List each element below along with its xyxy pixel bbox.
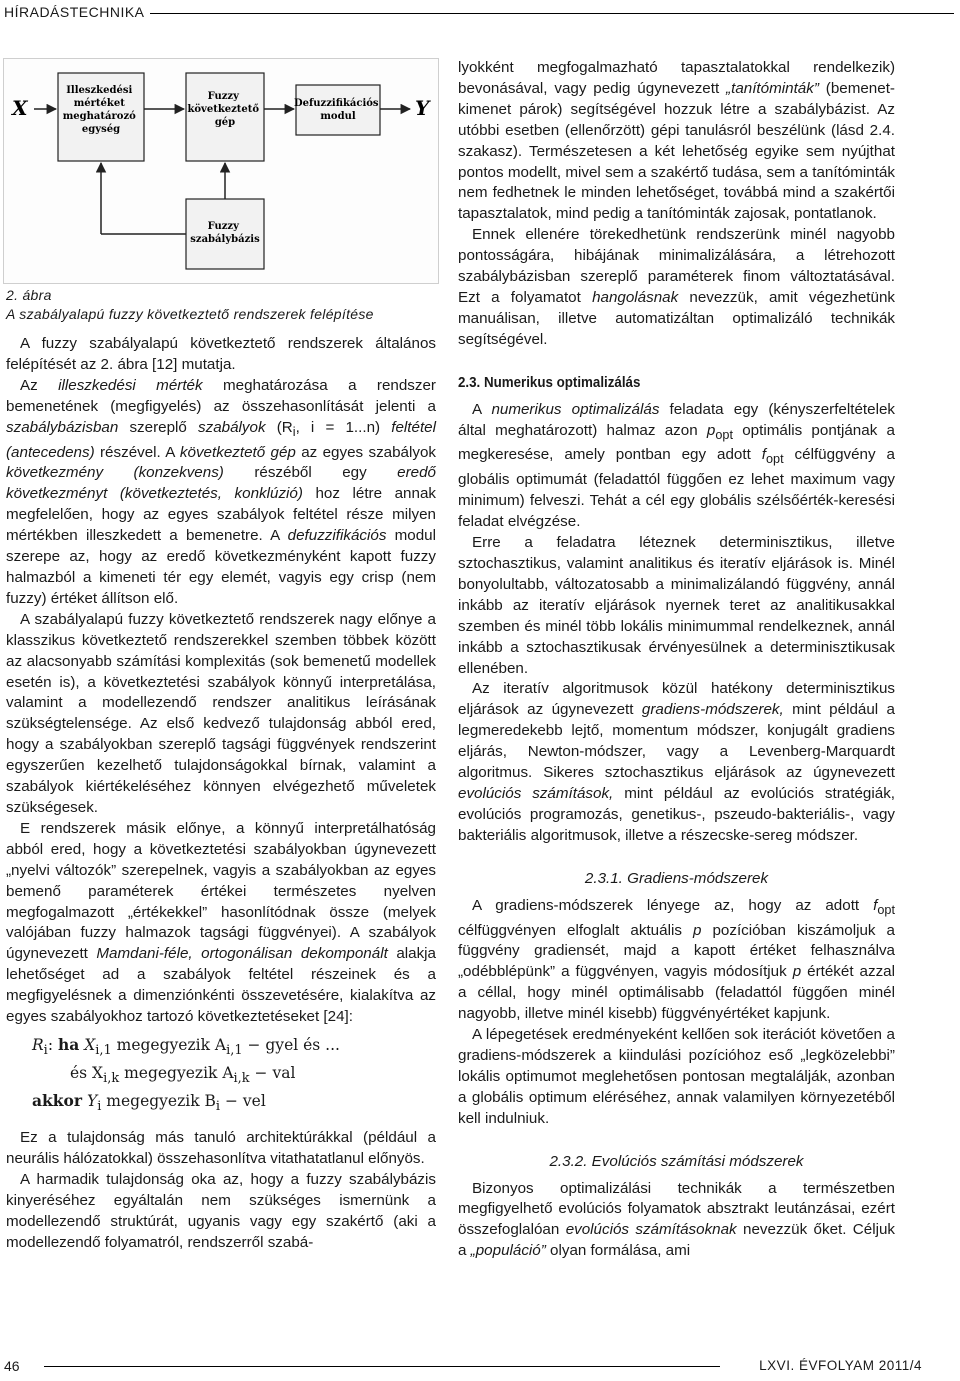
- left-paragraph-4: E rendszerek másik előnye, a könnyű interpretálhatóság abból ered, hogy a következtetési szabályokban úgynevezett „nyelvi változók” szerepelnek, vagyis a szabályokban az egyes bemenő paraméterek értékei természetes nyelven megfogalmazott „értékekkel” hasonlítódnak össze (melyek valójában fuzzy halmazok tagsági függvényei). A szabályok úgynevezett Mamdani-féle, ortogonálisan dekomponált alakja lehetőséget ad a szabályok feltétel részeinek és a megfigyelésnek a dimenziónkénti összevetésére, kialakítva az egyes szabályokhoz tartozó következtetéseket [24]:: [6, 819, 436, 1026]
- fuzzifier-line-3: meghatározó: [62, 111, 136, 122]
- left-column: [6, 334, 436, 1254]
- page-number: 46: [4, 1358, 20, 1374]
- figure-diagram: [3, 58, 439, 284]
- fuzzifier-line-4: egység: [81, 124, 121, 135]
- caption-title: A szabályalapú fuzzy következtető rendszerek felépítése: [6, 306, 374, 322]
- left-paragraph-5: Ez a tulajdonság más tanuló architektúrákkal (például a neurális hálózatokkal) összehasonlítva vitathatatlanul előnyös.: [6, 1129, 436, 1168]
- block-defuzzifier: [293, 85, 380, 135]
- formula-line-2: és $X_{i,k}$ megegyezik $A_{i,k}$ − val: [70, 1064, 296, 1087]
- defuzzifier-line-1: Defuzzifikációs: [293, 98, 379, 109]
- fuzzy-system-diagram: [4, 59, 438, 283]
- right-column: [458, 58, 895, 1262]
- right-paragraph-8: Bizonyos optimalizálási technikák a természetben megfigyelhető evolúciós folyamatok absztrakt leutánzásai, ezért összefoglalóan evolúciós számításoknak nevezzük őket. Céljuk a „populáció” olyan formálása, ami: [458, 1179, 896, 1260]
- inference-line-1: Fuzzy: [207, 91, 239, 102]
- inference-line-2: következtető: [187, 104, 260, 115]
- right-paragraph-1: lyokként megfogalmazható tapasztalatokkal rendelkezik) bevonásával, vagy pedig úgynevezett „tanítóminták” (bemenet-kimenet párok) segítségével hozzuk létre a szabálybázist. Az utóbbi esetben (ellenőrzött) gépi tanulásról beszélünk (lásd 2.4. szakasz). Természetesen a két lehetőség egyike sem nyújthat pontos modellt, mivel sem a szakértő tudása, sem a tanítóminták nem fedhetnek le minden lehetőséget, továbbá mind a szakértői tapasztalatok, mind pedig a tanítóminták zajosak, pontatlanok.: [458, 59, 895, 223]
- header-rule: [150, 13, 954, 14]
- diagram-input-label: X: [12, 96, 28, 120]
- right-paragraph-7: A lépegetések eredményeként kellően sok iterációt követően a gradiens-módszerek a kiindulási pozícióhoz eső „legközelebbi” lokális optimumot meglehetősen pontosan megtalálják, azonban a globális optimum eléréséhez, annak valamilyen környezetéből kell indulniuk.: [458, 1026, 895, 1127]
- running-head: HÍRADÁSTECHNIKA: [4, 4, 145, 20]
- volume-label: LXVI. ÉVFOLYAM 2011/4: [759, 1358, 922, 1373]
- left-paragraph-1: A fuzzy szabályalapú következtető rendszerek általános felépítését az 2. ábra [12] mutatja.: [6, 335, 436, 373]
- section-heading-2-3-2: 2.3.2. Evolúciós számítási módszerek: [549, 1152, 804, 1170]
- right-paragraph-6: A gradiens-módszerek lényege az, hogy az adott $f_{opt}$ célfüggvényen elfoglalt aktuális p pozícióban kiszámoljuk a függvény gradiensét, majd a kapott értéket felhasználva „odébblépünk” a függvényen, vagyis módosítjuk p értékét azzal a céllal, hogy minél optimálisabb (feladattól függően minél nagyobb, illetve minél kisebb) függvényértéket kapjunk.: [458, 896, 896, 1023]
- footer-rule: [44, 1366, 720, 1367]
- rulebase-line-1: Fuzzy: [207, 221, 239, 232]
- left-paragraph-2: Az illeszkedési mérték meghatározása a rendszer bemenetének (megfigyelés) az összehasonlítását jelenti a szabálybázisban szereplő szabályok ($R_i$, i = 1...n) feltétel (antecedens) részével. A következtető gép az egyes szabályok következmény (konzekvens) részéből egy eredő következményt (következtetés, konklúzió) hoz létre annak megfelelően, hogy az egyes szabályok feltétel része milyen mértékben illeszkedett a bemenetre. A defuzzifikációs modul szerepe az, hogy az eredő következményként kapott fuzzy halmazból a kimeneti tér egy elemét, vagyis egy crisp (nem fuzzy) értéket állítson elő.: [6, 376, 437, 607]
- diagram-output-label: Y: [415, 96, 430, 120]
- section-heading-2-3-1: 2.3.1. Gradiens-módszerek: [584, 869, 769, 887]
- defuzzifier-line-2: modul: [320, 111, 356, 122]
- inference-line-3: gép: [214, 117, 236, 128]
- formula-line-3: akkor $Y_i$ megegyezik $B_i$ − vel: [32, 1091, 266, 1115]
- left-paragraph-6: A harmadik tulajdonság oka az, hogy a fuzzy szabálybázis kinyeréséhez egyáltalán nem szükséges ismernünk a modellezendő struktúrát, ugyanis vagy egy szakértő (aki a modellezendő folyamatról, rendszerről szabá-: [6, 1171, 436, 1251]
- right-paragraph-3: A numerikus optimalizálás feladata egy (kényszerfeltételek által meghatározott) halmaz azon $p_{opt}$ optimális pontjának a megkeresése, amely pontban egy adott $f_{opt}$ célfüggvény a globális optimumát (feladattól függően ez lehet maximum vagy minimum) felveszi. Tehát a cél egy globális szélsőérték-keresési feladat elvégzése.: [458, 400, 895, 531]
- rulebase-line-2: szabálybázis: [190, 234, 260, 245]
- formula-line-1: $R_i$: ha $X_{i,1}$ megegyezik $A_{i,1}$ − gyel és ...: [32, 1034, 340, 1059]
- right-paragraph-4: Erre a feladatra léteznek determinisztikus, illetve sztochasztikus, valamint analitikus és iteratív eljárások is. Minél bonyolultabb, változatosabb a minimalizálandó függvény, annál inkább az iteratív eljárások nyernek teret az analitikusakkal szemben és minél több lokális minimummal rendelkeznek, annál inkább a sztochasztikusak érvényesülnek a determinisztikusak ellenében.: [458, 534, 895, 677]
- caption-number: 2. ábra: [6, 287, 52, 303]
- figure-caption: [6, 286, 436, 324]
- right-paragraph-2: Ennek ellenére törekedhetünk rendszerünk minél nagyobb pontosságára, hibájának minimalizálására, a létrehozott szabálybázisban szereplő paraméterek finom változtatásával. Ezt a folyamatot hangolásnak nevezzük, amit végezhetünk manuálisan, illetve automatizáltan optimalizáló technikák segítségével.: [458, 226, 895, 348]
- fuzzifier-line-1: Illeszkedési: [66, 85, 133, 96]
- rule-formula: [32, 1034, 436, 1118]
- section-heading-2-3: 2.3. Numerikus optimalizálás: [458, 374, 641, 391]
- fuzzifier-line-2: mértéket: [73, 98, 125, 109]
- left-paragraph-3: A szabályalapú fuzzy következtető rendszerek nagy előnye a klasszikus következtető rendszerekkel szemben többek között az alacsonyabb számítási komplexitás (sok bemenetű modellek esetén is), a következtetési szabályok könnyű interpretálása, valamint a modellezendő rendszer analitikus leírásának szükségtelensége. Az első kedvező tulajdonság abból ered, hogy a szabályokban szereplő tagsági függvények rendszerint egyszerűen kezelhető tulajdonságokkal bírnak, valamint a szabályok kiértékeléséhez könnyen elvégezhető műveletek szükségesek.: [6, 610, 436, 816]
- right-paragraph-5: Az iteratív algoritmusok közül hatékony determinisztikus eljárások az úgynevezett gradiens-módszerek, mint például a legmeredekebb lejtő, momentum módszer, konjugált gradiens eljárás, Newton-módszer, vagy a Levenberg-Marquardt algoritmus. Sikeres sztochasztikus eljárások az úgynevezett evolúciós számítások, mint például az evolúciós stratégiák, evolúciós programozás, genetikus-, pszeudo-bakteriális-, vagy bakteriális algoritmusok, illetve a részecske-sereg módszer.: [458, 680, 896, 844]
